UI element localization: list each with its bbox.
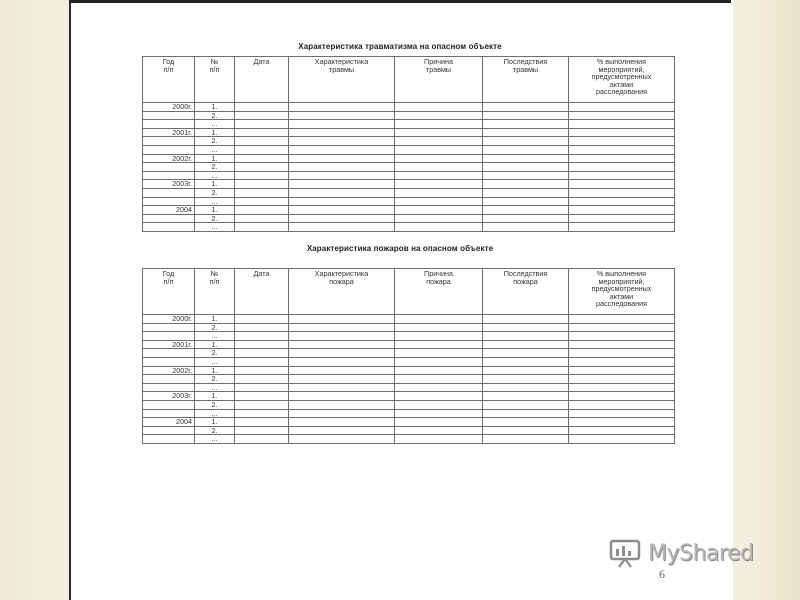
empty-cell [289, 206, 395, 215]
empty-cell [483, 137, 569, 146]
empty-cell [395, 206, 483, 215]
empty-cell [569, 197, 675, 206]
empty-cell [483, 154, 569, 163]
empty-cell [235, 137, 289, 146]
number-cell: ... [195, 383, 235, 392]
empty-cell [289, 145, 395, 154]
empty-cell [395, 214, 483, 223]
table-row [143, 366, 675, 375]
empty-cell [483, 120, 569, 129]
empty-cell [235, 349, 289, 358]
empty-cell [289, 197, 395, 206]
empty-cell [395, 426, 483, 435]
year-cell: 2000г. [143, 315, 195, 324]
table-row [143, 103, 675, 112]
table-row [143, 315, 675, 324]
empty-cell [235, 418, 289, 427]
table-row [143, 435, 675, 444]
empty-cell [569, 163, 675, 172]
empty-cell [289, 163, 395, 172]
number-cell: 1. [195, 315, 235, 324]
number-cell: 1. [195, 392, 235, 401]
number-cell: ... [195, 223, 235, 232]
table-row [143, 223, 675, 232]
number-cell: 1. [195, 418, 235, 427]
empty-cell [235, 180, 289, 189]
number-cell: 1. [195, 154, 235, 163]
empty-cell [395, 163, 483, 172]
table-row [143, 188, 675, 197]
empty-cell [289, 214, 395, 223]
empty-cell [235, 188, 289, 197]
empty-cell [235, 392, 289, 401]
year-cell: 2004 [143, 206, 195, 215]
table-row [143, 206, 675, 215]
empty-cell [289, 111, 395, 120]
empty-cell [235, 145, 289, 154]
number-cell: ... [195, 357, 235, 366]
table-row [143, 392, 675, 401]
year-cell [143, 145, 195, 154]
table-row [143, 383, 675, 392]
empty-cell [289, 323, 395, 332]
table-row [143, 171, 675, 180]
empty-cell [569, 418, 675, 427]
empty-cell [483, 409, 569, 418]
empty-cell [395, 120, 483, 129]
table-row [143, 400, 675, 409]
table-row [143, 145, 675, 154]
table-row [143, 323, 675, 332]
empty-cell [235, 340, 289, 349]
empty-cell [483, 383, 569, 392]
number-cell: 1. [195, 340, 235, 349]
empty-cell [235, 357, 289, 366]
number-cell: 2. [195, 214, 235, 223]
empty-cell [569, 435, 675, 444]
number-cell: ... [195, 197, 235, 206]
year-cell [143, 357, 195, 366]
empty-cell [483, 197, 569, 206]
year-cell: 2003г. [143, 180, 195, 189]
year-cell: 2002г. [143, 366, 195, 375]
empty-cell [235, 375, 289, 384]
empty-cell [483, 180, 569, 189]
empty-cell [483, 214, 569, 223]
empty-cell [395, 171, 483, 180]
number-cell: 2. [195, 111, 235, 120]
empty-cell [289, 392, 395, 401]
empty-cell [395, 137, 483, 146]
empty-cell [395, 223, 483, 232]
empty-cell [289, 357, 395, 366]
empty-cell [235, 128, 289, 137]
year-cell: 2003г. [143, 392, 195, 401]
empty-cell [235, 332, 289, 341]
empty-cell [289, 154, 395, 163]
column-header: Последствия пожара [483, 269, 569, 315]
empty-cell [483, 206, 569, 215]
table-row [143, 180, 675, 189]
table-row [143, 128, 675, 137]
year-cell [143, 197, 195, 206]
year-cell: 2001г. [143, 340, 195, 349]
year-cell [143, 120, 195, 129]
empty-cell [289, 103, 395, 112]
empty-cell [289, 332, 395, 341]
empty-cell [235, 163, 289, 172]
table-row [143, 357, 675, 366]
empty-cell [483, 323, 569, 332]
empty-cell [483, 435, 569, 444]
empty-cell [235, 171, 289, 180]
number-cell: 1. [195, 103, 235, 112]
empty-cell [235, 323, 289, 332]
number-cell: 1. [195, 180, 235, 189]
empty-cell [395, 103, 483, 112]
year-cell: 2002г. [143, 154, 195, 163]
empty-cell [235, 111, 289, 120]
empty-cell [569, 171, 675, 180]
empty-cell [569, 392, 675, 401]
empty-cell [395, 145, 483, 154]
empty-cell [235, 206, 289, 215]
number-cell: 2. [195, 163, 235, 172]
logo-text: MyShared [648, 541, 754, 566]
number-cell: 1. [195, 206, 235, 215]
table-row [143, 214, 675, 223]
table-row [143, 137, 675, 146]
empty-cell [395, 357, 483, 366]
number-cell: ... [195, 435, 235, 444]
empty-cell [569, 332, 675, 341]
number-cell: ... [195, 332, 235, 341]
empty-cell [395, 128, 483, 137]
number-cell: ... [195, 171, 235, 180]
empty-cell [289, 171, 395, 180]
table-row [143, 111, 675, 120]
empty-cell [569, 103, 675, 112]
empty-cell [569, 154, 675, 163]
column-header: Дата [235, 57, 289, 103]
table-row [143, 154, 675, 163]
year-cell [143, 323, 195, 332]
section1-title: Характеристика травматизма на опасном объекте [298, 42, 502, 51]
number-cell: 2. [195, 188, 235, 197]
empty-cell [395, 400, 483, 409]
empty-cell [569, 409, 675, 418]
table-header-row [143, 269, 675, 315]
empty-cell [395, 383, 483, 392]
empty-cell [483, 332, 569, 341]
number-cell: ... [195, 145, 235, 154]
year-cell [143, 426, 195, 435]
empty-cell [483, 128, 569, 137]
empty-cell [235, 409, 289, 418]
section2-title: Характеристика пожаров на опасном объекте [306, 244, 494, 253]
empty-cell [569, 315, 675, 324]
empty-cell [235, 120, 289, 129]
year-cell: 2004 [143, 418, 195, 427]
table-row [143, 375, 675, 384]
number-cell: ... [195, 409, 235, 418]
empty-cell [569, 426, 675, 435]
empty-cell [235, 214, 289, 223]
presentation-board-icon [608, 538, 642, 573]
year-cell [143, 409, 195, 418]
myshared-logo [606, 536, 766, 572]
empty-cell [289, 418, 395, 427]
empty-cell [395, 392, 483, 401]
table-row [143, 426, 675, 435]
table-header-row [143, 57, 675, 103]
empty-cell [395, 180, 483, 189]
empty-cell [289, 340, 395, 349]
number-cell: 1. [195, 128, 235, 137]
column-header: Причина травмы [395, 57, 483, 103]
empty-cell [235, 366, 289, 375]
empty-cell [483, 188, 569, 197]
empty-cell [235, 383, 289, 392]
empty-cell [235, 223, 289, 232]
empty-cell [395, 323, 483, 332]
year-cell [143, 111, 195, 120]
empty-cell [395, 111, 483, 120]
empty-cell [289, 223, 395, 232]
empty-cell [483, 426, 569, 435]
empty-cell [483, 171, 569, 180]
empty-cell [395, 435, 483, 444]
empty-cell [235, 435, 289, 444]
empty-cell [483, 315, 569, 324]
empty-cell [483, 163, 569, 172]
table-row [143, 163, 675, 172]
table-row [143, 418, 675, 427]
empty-cell [289, 315, 395, 324]
year-cell [143, 332, 195, 341]
empty-cell [569, 366, 675, 375]
year-cell [143, 375, 195, 384]
number-cell: 2. [195, 375, 235, 384]
empty-cell [395, 418, 483, 427]
empty-cell [235, 426, 289, 435]
table-row [143, 409, 675, 418]
injury-table [142, 56, 675, 232]
empty-cell [569, 120, 675, 129]
empty-cell [483, 349, 569, 358]
empty-cell [395, 375, 483, 384]
number-cell: 1. [195, 366, 235, 375]
empty-cell [569, 375, 675, 384]
column-header: № п/п [195, 269, 235, 315]
column-header: Характеристика травмы [289, 57, 395, 103]
table-row [143, 120, 675, 129]
empty-cell [483, 340, 569, 349]
empty-cell [289, 426, 395, 435]
number-cell: 2. [195, 400, 235, 409]
empty-cell [289, 128, 395, 137]
empty-cell [569, 188, 675, 197]
page-number: 6 [659, 567, 665, 581]
empty-cell [569, 349, 675, 358]
number-cell: 2. [195, 349, 235, 358]
empty-cell [483, 400, 569, 409]
column-header: Дата [235, 269, 289, 315]
year-cell [143, 188, 195, 197]
page-content [69, 0, 731, 600]
number-cell: 2. [195, 137, 235, 146]
empty-cell [395, 188, 483, 197]
year-cell: 2000г. [143, 103, 195, 112]
column-header: № п/п [195, 57, 235, 103]
empty-cell [569, 137, 675, 146]
empty-cell [569, 383, 675, 392]
table-row [143, 332, 675, 341]
empty-cell [395, 197, 483, 206]
fire-table [142, 268, 675, 444]
empty-cell [235, 400, 289, 409]
empty-cell [289, 400, 395, 409]
column-header: Год п/п [143, 269, 195, 315]
empty-cell [569, 323, 675, 332]
column-header: Характеристика пожара [289, 269, 395, 315]
empty-cell [395, 154, 483, 163]
table-row [143, 340, 675, 349]
empty-cell [483, 418, 569, 427]
empty-cell [289, 366, 395, 375]
empty-cell [395, 349, 483, 358]
empty-cell [289, 349, 395, 358]
empty-cell [483, 145, 569, 154]
empty-cell [395, 409, 483, 418]
year-cell [143, 223, 195, 232]
empty-cell [483, 375, 569, 384]
empty-cell [395, 332, 483, 341]
table-row [143, 349, 675, 358]
empty-cell [569, 214, 675, 223]
empty-cell [289, 375, 395, 384]
empty-cell [235, 154, 289, 163]
empty-cell [483, 223, 569, 232]
empty-cell [483, 103, 569, 112]
empty-cell [569, 128, 675, 137]
empty-cell [569, 357, 675, 366]
column-header: % выполнения мероприятий, предусмотренных актами расследования [569, 57, 675, 103]
column-header: Год п/п [143, 57, 195, 103]
empty-cell [289, 120, 395, 129]
year-cell [143, 137, 195, 146]
empty-cell [289, 137, 395, 146]
empty-cell [235, 315, 289, 324]
empty-cell [395, 340, 483, 349]
empty-cell [569, 206, 675, 215]
year-cell [143, 400, 195, 409]
table-row [143, 197, 675, 206]
year-cell: 2001г. [143, 128, 195, 137]
column-header: Причина пожара [395, 269, 483, 315]
year-cell [143, 435, 195, 444]
empty-cell [569, 400, 675, 409]
empty-cell [395, 366, 483, 375]
empty-cell [289, 180, 395, 189]
empty-cell [569, 340, 675, 349]
year-cell [143, 171, 195, 180]
year-cell [143, 383, 195, 392]
number-cell: ... [195, 120, 235, 129]
empty-cell [235, 197, 289, 206]
year-cell [143, 214, 195, 223]
empty-cell [569, 180, 675, 189]
empty-cell [289, 188, 395, 197]
year-cell [143, 349, 195, 358]
empty-cell [483, 392, 569, 401]
column-header: % выполнения мероприятий, предусмотренных актами расследования [569, 269, 675, 315]
year-cell [143, 163, 195, 172]
empty-cell [569, 145, 675, 154]
empty-cell [395, 315, 483, 324]
empty-cell [483, 111, 569, 120]
empty-cell [289, 435, 395, 444]
empty-cell [483, 366, 569, 375]
empty-cell [289, 409, 395, 418]
empty-cell [569, 111, 675, 120]
number-cell: 2. [195, 426, 235, 435]
empty-cell [235, 103, 289, 112]
empty-cell [483, 357, 569, 366]
empty-cell [289, 383, 395, 392]
number-cell: 2. [195, 323, 235, 332]
column-header: Последствия травмы [483, 57, 569, 103]
empty-cell [569, 223, 675, 232]
